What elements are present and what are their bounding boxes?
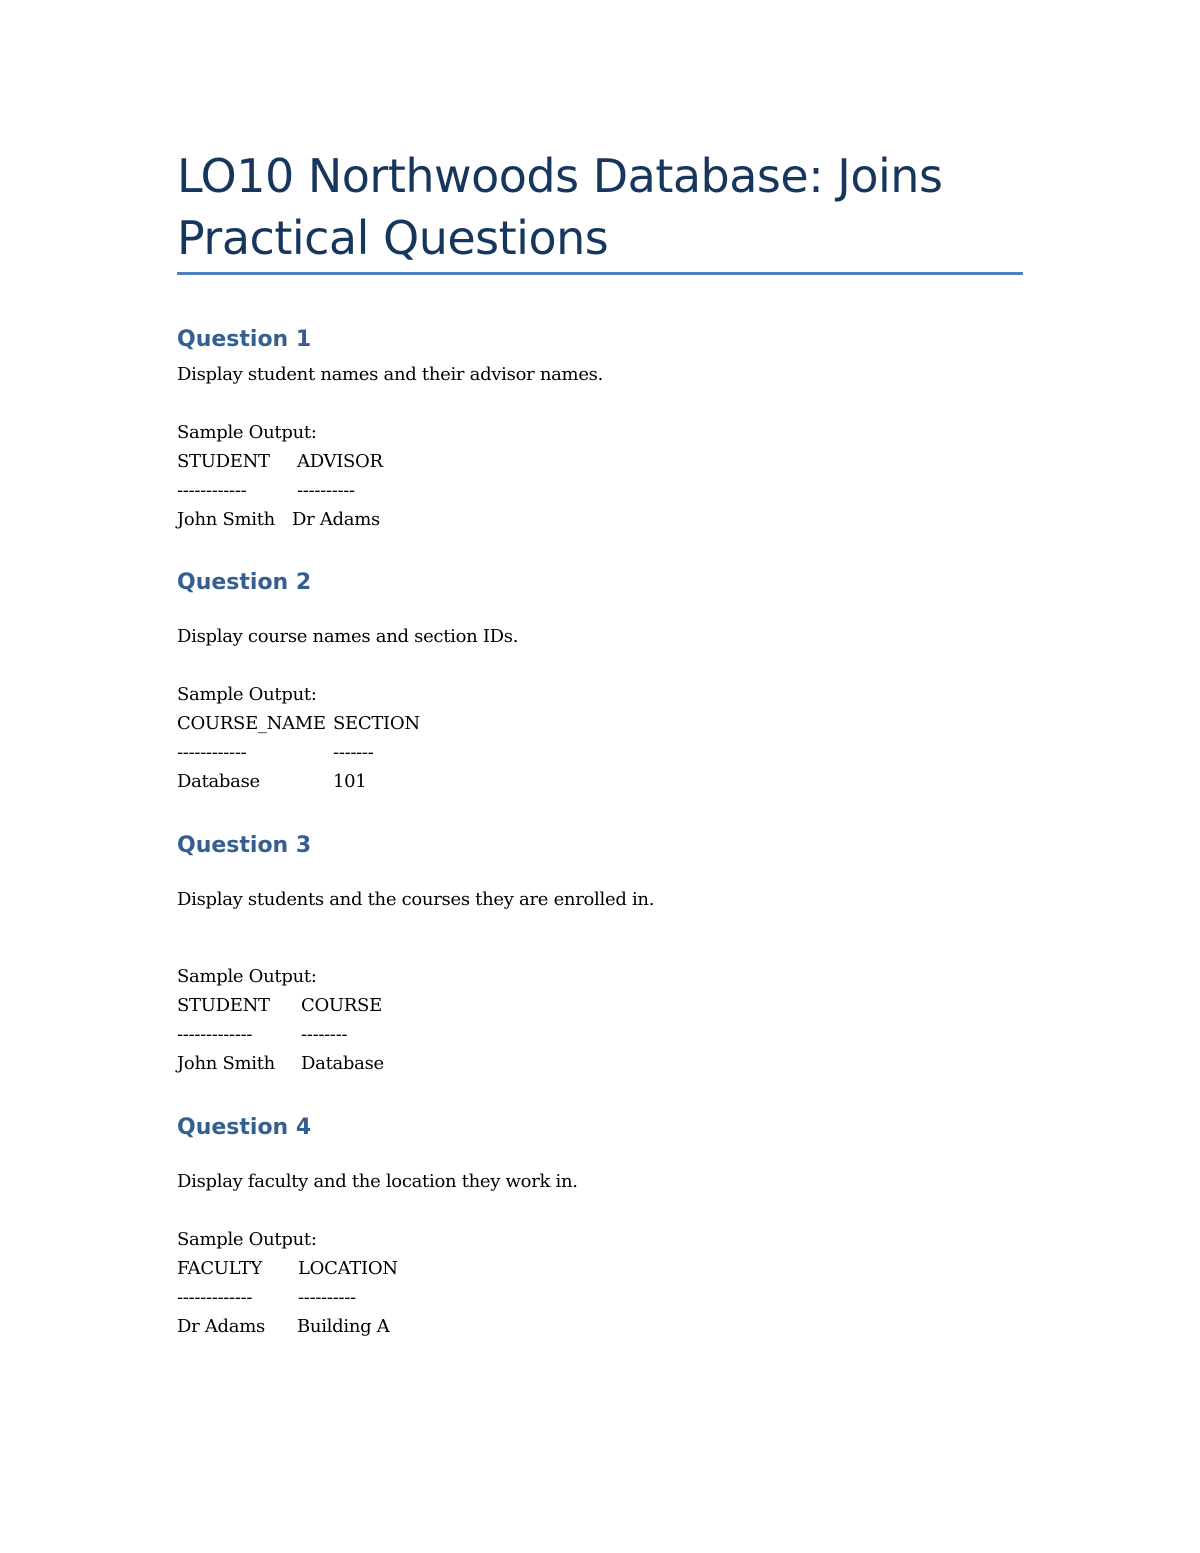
data-cell: 101 (333, 771, 367, 792)
question-text: Display faculty and the location they work in. (177, 1171, 578, 1192)
column-header: STUDENT (177, 451, 270, 472)
question-heading: Question 4 (177, 1115, 312, 1140)
sample-output-label: Sample Output: (177, 684, 317, 705)
column-header: STUDENT (177, 995, 270, 1016)
question-heading: Question 3 (177, 833, 312, 858)
column-divider: ------- (333, 742, 374, 763)
column-divider: ------------ (177, 480, 247, 501)
question-text: Display students and the courses they are enrolled in. (177, 889, 655, 910)
column-header: FACULTY (177, 1258, 263, 1279)
title-line-2: Practical Questions (177, 211, 609, 265)
document-title (177, 145, 1023, 269)
title-underline (177, 272, 1023, 275)
column-header: COURSE_NAME (177, 713, 326, 734)
column-divider: ---------- (297, 480, 355, 501)
column-divider: ------------- (177, 1024, 253, 1045)
question-heading: Question 1 (177, 327, 312, 352)
question-text: Display student names and their advisor names. (177, 364, 604, 385)
data-cell: Database (177, 771, 260, 792)
data-cell: Dr Adams (177, 1316, 265, 1337)
column-divider: ---------- (298, 1287, 356, 1308)
column-header: SECTION (333, 713, 420, 734)
sample-output-label: Sample Output: (177, 422, 317, 443)
column-header: LOCATION (298, 1258, 398, 1279)
column-divider: ------------ (177, 742, 247, 763)
column-divider: ------------- (177, 1287, 253, 1308)
data-cell: John Smith (177, 509, 275, 530)
data-cell: Database (301, 1053, 384, 1074)
question-heading: Question 2 (177, 570, 312, 595)
data-cell: John Smith (177, 1053, 275, 1074)
title-line-1: LO10 Northwoods Database: Joins (177, 149, 943, 203)
column-header: COURSE (301, 995, 382, 1016)
question-text: Display course names and section IDs. (177, 626, 519, 647)
sample-output-label: Sample Output: (177, 966, 317, 987)
column-divider: -------- (301, 1024, 348, 1045)
data-cell: Dr Adams (292, 509, 380, 530)
sample-output-label: Sample Output: (177, 1229, 317, 1250)
data-cell: Building A (297, 1316, 390, 1337)
column-header: ADVISOR (297, 451, 383, 472)
